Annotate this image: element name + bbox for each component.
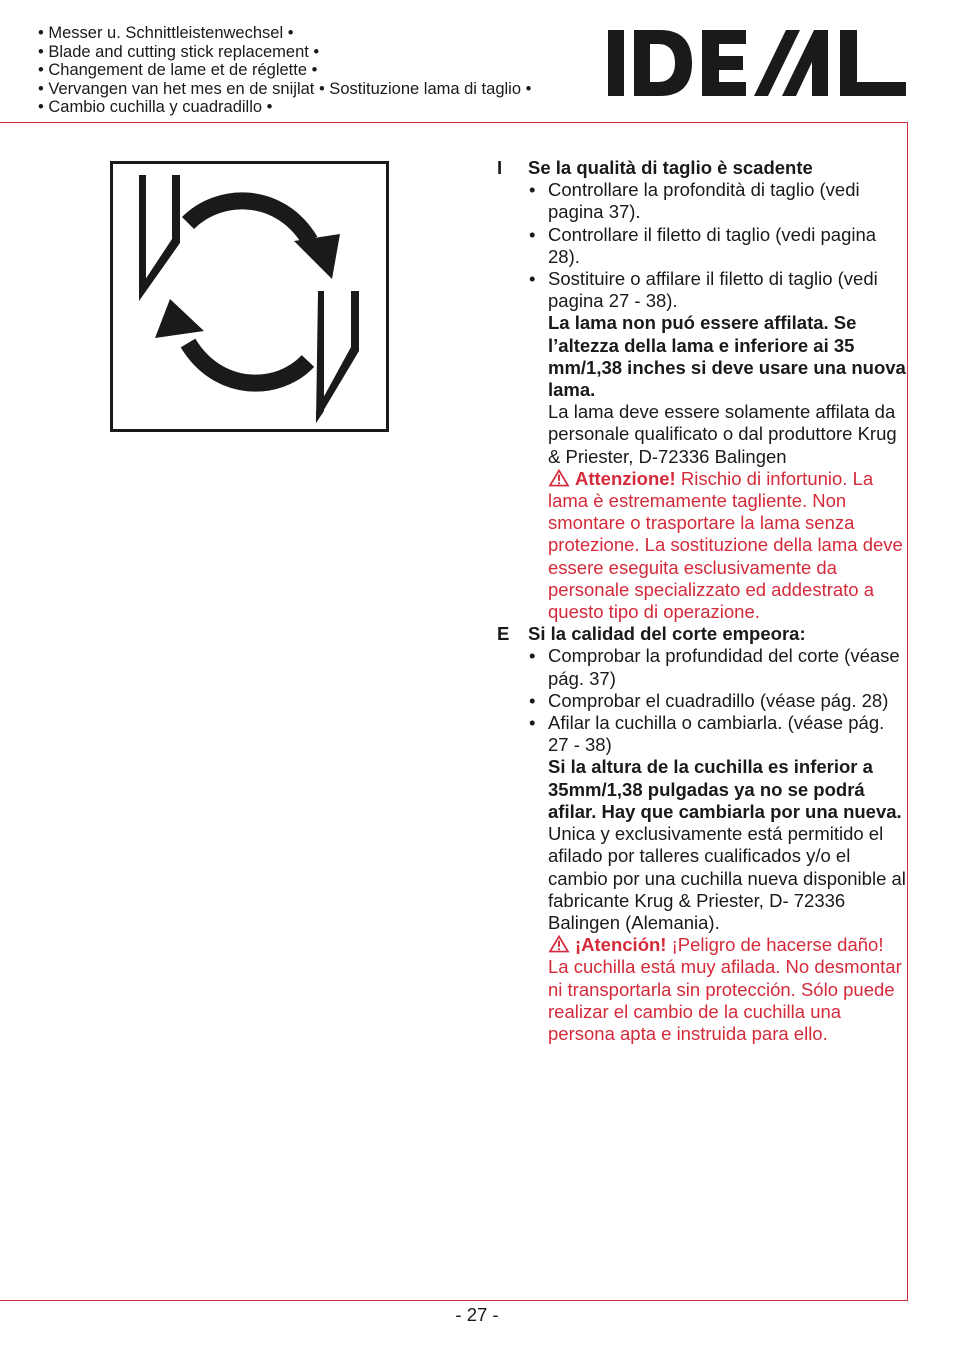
bold-note: La lama non puó essere affilata. Se l’altezza della lama e inferiore ai 35 mm/1,38 inches si deve usare una nuova lama. [548,312,906,401]
note-paragraph [548,756,907,934]
header-line-en: • Blade and cutting stick replacement • [38,42,320,61]
warning-title: Attenzione! [575,467,676,489]
frame-top-line [0,122,908,123]
bullet: • [529,179,536,201]
warning-title: ¡Atención! [575,934,667,956]
bullet: • [529,268,536,290]
bullet: • [529,223,536,245]
bullet: • [529,689,536,711]
list-item: • Comprobar el cuadradillo (véase pág. 28) [529,689,889,711]
page-number: - 27 - [455,1304,499,1325]
header-line-fr: • Changement de lame et de réglette • [38,61,318,79]
section-letter: E [497,623,510,645]
section-title: Si la calidad del corte empeora: [528,623,806,645]
warning-block [548,468,907,623]
bold-note: Si la altura de la cuchilla es inferior a 35mm/1,38 pulgadas ya no se podrá afilar. Hay que cambiarla por una nueva. [548,756,902,822]
ideal-logo [608,28,908,98]
list-item: • Afilar la cuchilla o cambiarla. (véase pág. 27 - 38) Si la altura de la cuchilla es inferior a 35mm/1,38 pulgadas ya no se podrá afilar. Hay que cambiarla por una nueva. Unica y exclusivamente está permitido el afilado por talleres cualificados y/o el cambio por una cuchilla nueva disponible al fabricante Krug & Priester, D- 72336 Balingen (Alemania). ¡Atención! ¡Peligro de hacerse daño! La cuchilla está muy afilada. No desmontar ni transportarla sin protección. Sólo puede realizar el cambio de la cuchilla una persona apta e instruida para ello. [529,712,906,1044]
list-item: • Controllare il filetto di taglio (vedi pagina 28). [529,223,877,267]
blade-replacement-illustration [110,161,389,432]
frame-right-line [907,122,908,1300]
header-language-list [38,24,628,117]
header-line-nl-it: • Vervangen van het mes en de snijlat • Sostituzione lama di taglio • [38,79,532,98]
warning-block [548,934,907,1045]
frame-bottom-line [0,1300,908,1301]
section-letter: I [497,157,503,178]
warning-text: ¡Peligro de hacerse daño! La cuchilla está muy afilada. No desmontar ni transportarla sin protección. Sólo puede realizar el cambio de la cuchilla una persona apta e instruida para ello. [548,934,902,1044]
normal-note: La lama deve essere solamente affilata da personale qualificato o dal produttore Krug & Priester, D-72336 Balingen [548,401,897,467]
header-line-de: • Messer u. Schnittleistenwechsel • [38,24,294,42]
warning-text: Rischio di infortunio. La lama è estremamente tagliente. Non smontare o trasportare la lama senza protezione. La sostituzione della lama deve essere eseguita esclusivamente da personale specializzato ed addestrato a questo tipo di operazione. [548,467,903,623]
list-item: • Controllare la profondità di taglio (vedi pagina 37). [529,179,860,223]
section-title: Se la qualità di taglio è scadente [528,157,813,178]
header-line-es: • Cambio cuchilla y cuadradillo • [38,98,273,116]
list-item: • Sostituire o affilare il filetto di taglio (vedi pagina 27 - 38). La lama non puó essere affilata. Se l’altezza della lama e inferiore ai 35 mm/1,38 inches si deve usare una nuova lama. La lama deve essere solamente affilata da personale qualificato o dal produttore Krug & Priester, D-72336 Balingen Attenzione! Rischio di infortunio. La lama è estremamente tagliente. Non smontare o trasportare la lama senza protezione. La sostituzione della lama deve essere eseguita esclusivamente da personale specializzato ed addestrato a questo tipo di operazione. [529,268,906,623]
normal-note: Unica y exclusivamente está permitido el afilado por talleres cualificados y/o el cambio por una cuchilla nueva disponible al fabricante Krug & Priester, D- 72336 Balingen (Alemania). [548,823,906,933]
bullet: • [529,645,536,667]
section-spanish [497,623,907,1045]
list-item: • Comprobar la profundidad del corte (véase pág. 37) [529,645,900,689]
bullet: • [529,712,536,734]
warning-triangle-icon [548,469,570,487]
warning-triangle-icon [548,935,570,953]
instructions-column [497,157,907,1045]
section-italian [497,157,907,623]
